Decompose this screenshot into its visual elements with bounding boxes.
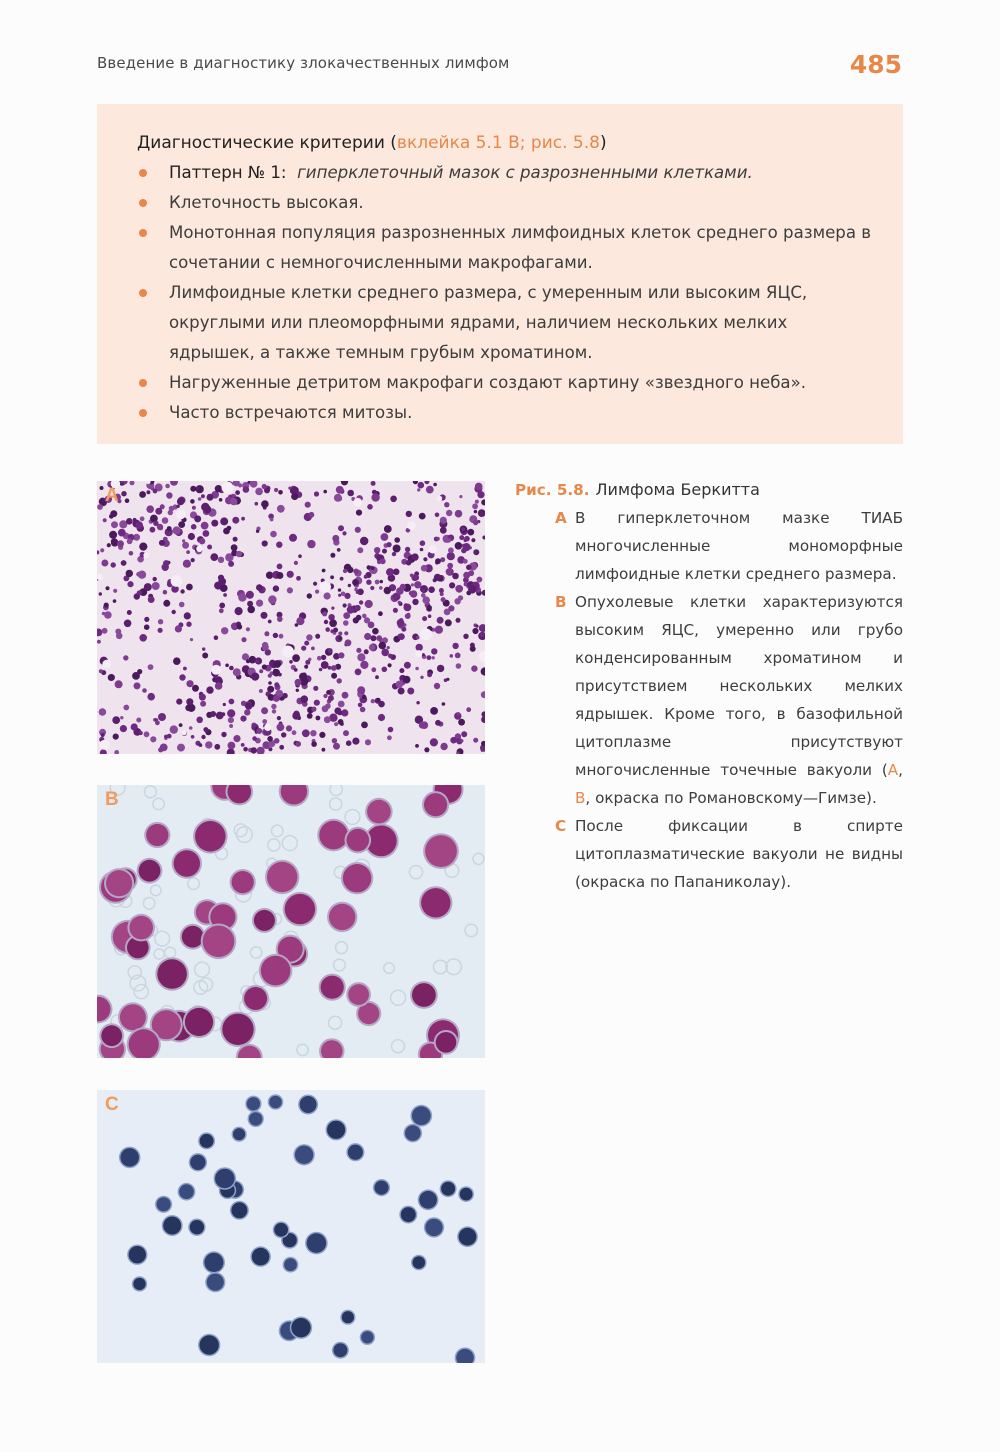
caption-text-tail: , окраска по Романовскому—Гимзе). bbox=[585, 789, 877, 807]
caption-head bbox=[515, 476, 903, 504]
caption-item-c bbox=[515, 812, 903, 896]
criteria-item-text: Часто встречаются митозы. bbox=[169, 403, 413, 422]
caption-title: Лимфома Беркитта bbox=[595, 480, 760, 499]
criteria-item-text: гиперклеточный мазок с разрозненными клетками. bbox=[297, 163, 753, 182]
bullet-icon bbox=[139, 409, 147, 417]
caption-item-b bbox=[515, 588, 903, 812]
bullet-icon bbox=[139, 379, 147, 387]
caption-label: Рис. 5.8. bbox=[515, 481, 590, 499]
panel-letter-c: C bbox=[105, 1094, 119, 1115]
panel-letter-b: B bbox=[105, 789, 119, 810]
page-number: 485 bbox=[849, 50, 902, 79]
micrograph-a-image bbox=[97, 481, 485, 754]
criteria-title-text: Диагностические критерии ( bbox=[137, 133, 397, 153]
bullet-icon bbox=[139, 229, 147, 237]
caption-text: В гиперклеточном мазке ТИАБ многочисленные мономорфные лимфоидные клетки среднего размера. bbox=[575, 509, 903, 583]
bullet-icon bbox=[139, 169, 147, 177]
criteria-item bbox=[137, 278, 873, 368]
criteria-item bbox=[137, 158, 873, 188]
criteria-item-text: Лимфоидные клетки среднего размера, с умеренным или высоким ЯЦС, округлыми или плеоморфными ядрами, наличием нескольких мелких ядрышек, а также темным грубым хроматином. bbox=[169, 283, 808, 362]
caption-ref-sep: , bbox=[898, 761, 903, 779]
criteria-item bbox=[137, 398, 873, 428]
criteria-item bbox=[137, 188, 873, 218]
caption-letter: B bbox=[555, 593, 567, 611]
caption-item-a bbox=[515, 504, 903, 588]
criteria-item bbox=[137, 218, 873, 278]
micrograph-b-image bbox=[97, 785, 485, 1058]
criteria-item-text: Монотонная популяция разрозненных лимфоидных клеток среднего размера в сочетании с немногочисленными макрофагами. bbox=[169, 223, 872, 272]
micrograph-b bbox=[97, 785, 485, 1058]
criteria-title-ref: вклейка 5.1 В; рис. 5.8 bbox=[396, 133, 600, 153]
micrograph-c bbox=[97, 1090, 485, 1363]
caption-text: Опухолевые клетки характеризуются высоким ЯЦС, умеренно или грубо конденсированным хроматином и присутствием нескольких мелких ядрышек. Кроме того, в базофильной цитоплазме присутствуют многочисленные точечные вакуоли ( bbox=[575, 593, 903, 779]
caption-ref: A bbox=[887, 761, 899, 779]
criteria-item-text: Клеточность высокая. bbox=[169, 193, 364, 212]
caption-text: После фиксации в спирте цитоплазматические вакуоли не видны (окраска по Папаниколау). bbox=[575, 817, 903, 891]
criteria-item-lead: Паттерн № 1: bbox=[169, 163, 287, 182]
criteria-box bbox=[97, 104, 903, 444]
panel-letter-a: A bbox=[105, 485, 119, 506]
criteria-title bbox=[137, 128, 873, 158]
criteria-title-close: ) bbox=[599, 133, 607, 153]
caption-ref: B bbox=[575, 789, 586, 807]
running-head: Введение в диагностику злокачественных лимфом bbox=[97, 54, 510, 72]
caption-letter: C bbox=[555, 817, 567, 835]
criteria-item-text: Нагруженные детритом макрофаги создают картину «звездного неба». bbox=[169, 373, 807, 392]
caption-letter: A bbox=[555, 509, 567, 527]
micrograph-c-image bbox=[97, 1090, 485, 1363]
bullet-icon bbox=[139, 289, 147, 297]
criteria-item bbox=[137, 368, 873, 398]
criteria-list bbox=[137, 158, 873, 428]
micrograph-a bbox=[97, 481, 485, 754]
bullet-icon bbox=[139, 199, 147, 207]
figure-caption bbox=[515, 476, 903, 896]
